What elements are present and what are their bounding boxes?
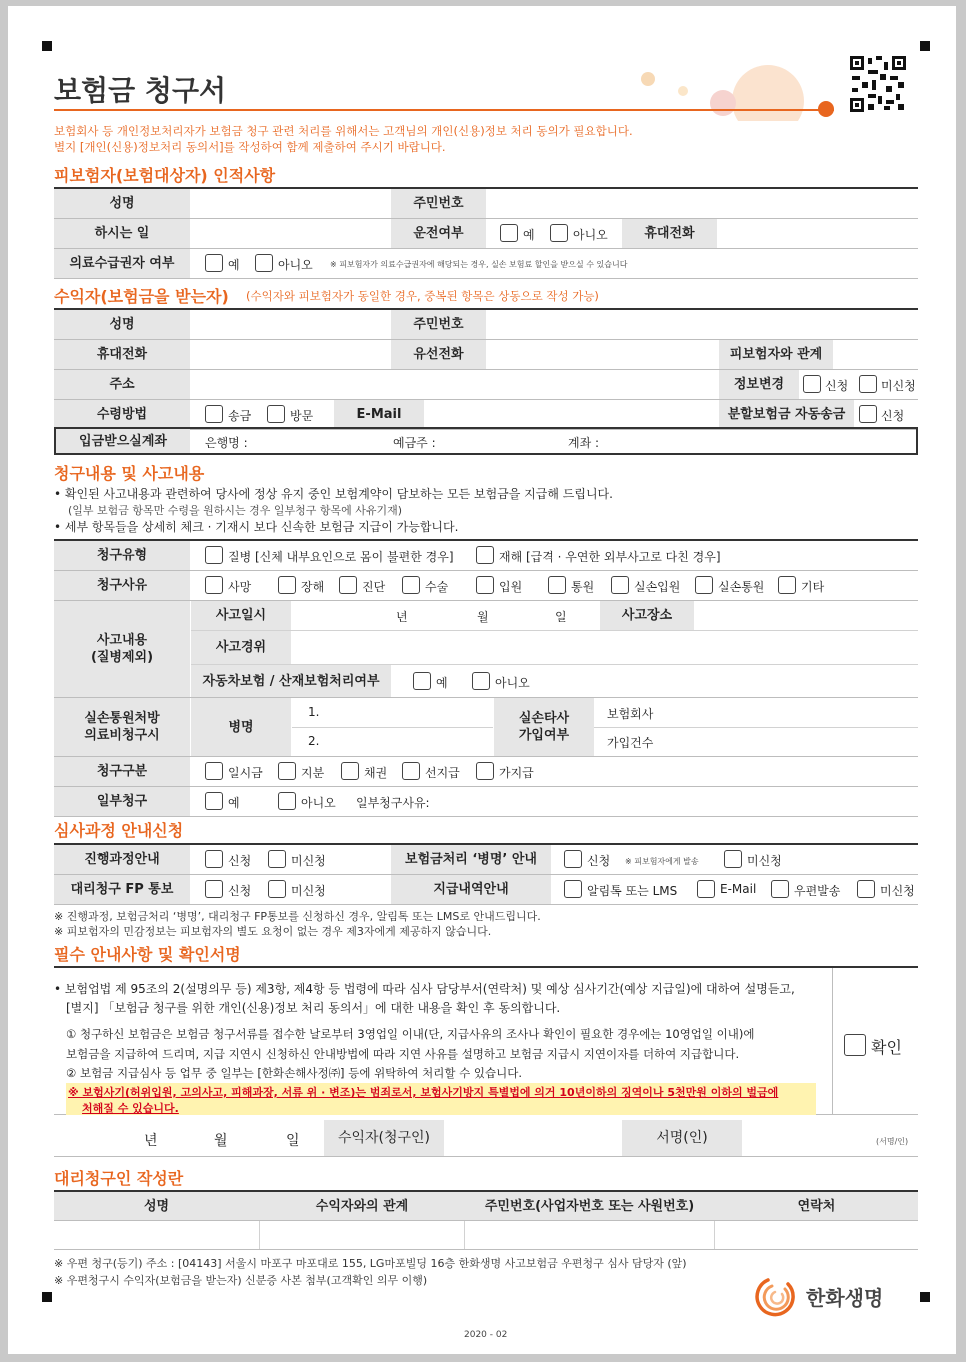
fraud-warning-2: 처해질 수 있습니다. [82, 1102, 179, 1115]
confirm-line-2: [별지] 「보험금 청구를 위한 개인(신용)정보 처리 동의서」에 대한 내용을 확인 후 동의합니다. [66, 1001, 561, 1015]
email-label: E-Mail [356, 407, 402, 422]
driving-label: 운전여부 [413, 226, 464, 241]
post-checkbox[interactable] [771, 880, 789, 898]
insured-name-label: 성명 [109, 196, 135, 211]
confirm-checkbox[interactable] [844, 1034, 866, 1056]
accident-course-label: 사고경위 [215, 640, 267, 655]
review-row-1 [54, 845, 918, 875]
claim-reason-label: 청구사유 [96, 578, 148, 593]
reason-actual-inpatient-label: 실손입원 [634, 580, 681, 594]
division-provisional-checkbox[interactable] [476, 762, 494, 780]
division-bond-label: 채권 [364, 766, 388, 780]
agent-relation-cell[interactable] [260, 1221, 464, 1249]
info-change-label: 정보변경 [733, 377, 785, 392]
progress-notice-label: 진행과정안내 [84, 852, 160, 867]
agent-id-cell[interactable] [465, 1221, 714, 1249]
footer-address: ※ 우편 청구(등기) 주소 : [04143] 서울시 마포구 마포대로 155, LG마포빌딩 16층 한화생명 사고보험금 우편청구 심사 담당자 (앞) [54, 1257, 687, 1270]
medicaid-yes-label: 예 [228, 258, 240, 272]
partial-reason-label: 일부청구사유: [356, 796, 430, 810]
driving-no-label: 아니오 [573, 228, 608, 242]
reason-diagnosis-label: 진단 [362, 580, 386, 594]
reason-hospitalization-label: 입원 [499, 580, 523, 594]
visit-label: 방문 [290, 409, 314, 423]
beneficiary-phone-field[interactable] [487, 340, 718, 369]
section-review-heading: 심사과정 안내신청 [54, 821, 184, 840]
medicaid-no-label: 아니오 [278, 258, 313, 272]
beneficiary-mobile-label: 휴대전화 [96, 347, 148, 362]
payment-notapply-checkbox[interactable] [857, 880, 875, 898]
registration-mark [920, 1292, 930, 1302]
insured-job-field[interactable] [191, 219, 390, 248]
beneficiary-claimant-label: 수익자(청구인) [337, 1129, 431, 1146]
auto-yes-checkbox[interactable] [413, 672, 431, 690]
progress-apply-checkbox[interactable] [205, 850, 223, 868]
payment-notapply-label: 미신청 [880, 884, 915, 898]
relation-field[interactable] [834, 340, 918, 369]
agent-name-cell[interactable] [54, 1221, 259, 1249]
to-insured-note: ※ 피보험자에게 발송 [625, 857, 699, 866]
info-change-apply-checkbox[interactable] [803, 375, 821, 393]
agent-table-header [54, 1192, 918, 1221]
disease-line-1: 1. [308, 705, 320, 719]
medicaid-note: ※ 피보험자가 의료수급권자에 해당되는 경우, 실손 보험료 할인을 받으실 수 있습니다 [330, 260, 628, 269]
signature-small-note: (서명/인) [876, 1137, 909, 1146]
remit-label: 송금 [228, 409, 252, 423]
payment-email-checkbox[interactable] [697, 880, 715, 898]
diagnosis-notice-label: 보험금처리 ‘병명’ 안내 [405, 852, 537, 867]
review-row-2 [54, 875, 918, 905]
accident-day-unit: 일 [555, 610, 567, 624]
accident-checkbox[interactable] [476, 546, 494, 564]
insured-mobile-label: 휴대전화 [644, 226, 695, 241]
insurer-label: 보험회사 [607, 707, 654, 721]
reason-diagnosis-checkbox[interactable] [339, 576, 357, 594]
section-beneficiary-heading: 수익자(보험금을 받는자) [54, 287, 229, 306]
info-change-notapply-label: 미신청 [881, 379, 916, 393]
disease-name-label: 병명 [228, 719, 254, 735]
reason-actual-outpatient-label: 실손통원 [718, 580, 765, 594]
sign-year-unit: 년 [144, 1133, 158, 1149]
confirm-line-3: ① 청구하신 보험금은 보험금 청구서류를 접수한 날로부터 3영업일 이내(단, 지급사유의 조사나 확인이 필요한 경우에는 10영업일 이내)에 [66, 1027, 755, 1041]
accident-place-label: 사고장소 [621, 608, 673, 623]
accident-place-field[interactable] [695, 601, 918, 630]
disease-checkbox[interactable] [205, 546, 223, 564]
claim-division-row [54, 757, 918, 787]
division-lump-checkbox[interactable] [205, 762, 223, 780]
info-change-apply-label: 신청 [825, 379, 849, 393]
insured-mobile-field[interactable] [718, 219, 918, 248]
reason-disability-label: 장해 [301, 580, 325, 594]
auto-no-label: 아니오 [495, 676, 530, 690]
accident-course-field[interactable] [292, 631, 918, 664]
confirm-line-4: 보험금을 지급하여 드리며, 지급 지연시 신청하신 안내방법에 따라 지연 사유를 설명하고 보험금 지급시 지연이자를 더하여 지급합니다. [66, 1047, 740, 1061]
claim-bullet-sub: (일부 보험금 항목만 수령을 원하시는 경우 일부청구 항목에 사유기재) [68, 504, 403, 517]
insured-row-1 [54, 189, 918, 219]
page-title: 보험금 청구서 [54, 74, 227, 107]
accident-label: 재해 [급격 · 우연한 외부사고로 다친 경우] [499, 550, 721, 564]
partial-no-label: 아니오 [301, 796, 336, 810]
beneficiary-row-3 [54, 370, 918, 400]
disease-line-2: 2. [308, 734, 320, 748]
title-rule [54, 109, 834, 111]
progress-notapply-label: 미신청 [291, 854, 326, 868]
auto-no-checkbox[interactable] [472, 672, 490, 690]
visit-checkbox[interactable] [267, 405, 285, 423]
form-version: 2020 - 02 [464, 1330, 508, 1340]
registration-mark [42, 41, 52, 51]
progress-notapply-checkbox[interactable] [268, 850, 286, 868]
hanwha-logo-icon [746, 1274, 806, 1318]
partial-yes-label: 예 [228, 796, 240, 810]
division-share-checkbox[interactable] [278, 762, 296, 780]
auto-insurance-label: 자동차보험 / 산재보험처리여부 [202, 673, 380, 689]
insured-row-2 [54, 219, 918, 249]
sign-month-unit: 월 [214, 1133, 228, 1149]
signature-label: 서명(인) [656, 1129, 708, 1146]
fp-apply-checkbox[interactable] [205, 880, 223, 898]
policy-count-label: 가입건수 [607, 736, 654, 750]
fp-notapply-checkbox[interactable] [268, 880, 286, 898]
split-remit-label: 분할보험금 자동송금 [727, 407, 846, 422]
division-lump-label: 일시금 [228, 766, 263, 780]
claim-division-label: 청구구분 [96, 764, 148, 779]
reason-other-checkbox[interactable] [778, 576, 796, 594]
beneficiary-name-label: 성명 [109, 317, 135, 332]
accident-detail-label: 사고내용 (질병제외) [90, 633, 154, 665]
diagnosis-notapply-label: 미신청 [747, 854, 782, 868]
reason-surgery-label: 수술 [425, 580, 449, 594]
split-remit-apply-label: 신청 [881, 409, 905, 423]
driving-no-checkbox[interactable] [550, 224, 568, 242]
beneficiary-name-field[interactable] [191, 310, 390, 339]
claim-bullet-2: • 세부 항목들을 상세히 체크 · 기재시 보다 신속한 보험금 지급이 가능합니다. [54, 520, 459, 534]
registration-mark [920, 41, 930, 51]
insured-rrn-label: 주민번호 [413, 196, 464, 211]
sign-day-unit: 일 [286, 1133, 300, 1149]
beneficiary-rrn-label: 주민번호 [413, 317, 464, 332]
claim-bullet-1: • 확인된 사고내용과 관련하여 당사에 정상 유지 중인 보험계약이 담보하는 모든 보험금을 지급해 드립니다. [54, 487, 613, 501]
payment-notice-label: 지급내역안내 [433, 882, 509, 897]
division-advance-label: 선지급 [425, 766, 460, 780]
confirm-line-1: • 보험업법 제 95조의 2(설명의무 등) 제3항, 제4항 등 법령에 따라 심사 담당부서(연락처) 및 예상 심사기간(예상 지급일)에 대하여 설명듣고, [54, 982, 795, 996]
section-insured-heading: 피보험자(보험대상자) 인적사항 [54, 166, 276, 185]
fp-notapply-label: 미신청 [291, 884, 326, 898]
beneficiary-phone-label: 유선전화 [413, 347, 464, 362]
post-label: 우편발송 [794, 884, 841, 898]
medical-block [54, 698, 918, 757]
beneficiary-row-1 [54, 310, 918, 340]
fp-notice-label: 대리청구 FP 통보 [70, 882, 174, 897]
reason-hospitalization-checkbox[interactable] [476, 576, 494, 594]
reason-other-label: 기타 [801, 580, 825, 594]
insured-row-3 [54, 249, 918, 279]
qr-code-icon [850, 56, 906, 112]
bank-name-label: 은행명 : [205, 436, 248, 450]
remit-checkbox[interactable] [205, 405, 223, 423]
account-number-label: 계좌 : [568, 436, 600, 450]
section-agent-heading: 대리청구인 작성란 [54, 1169, 184, 1188]
info-change-notapply-checkbox[interactable] [859, 375, 877, 393]
claimant-name-field[interactable] [445, 1120, 621, 1156]
fraud-warning-1: ※ 보험사기(허위입원, 고의사고, 피해과장, 서류 위 · 변조)는 범죄로서, 보험사기방지 특별법에 의거 10년이하의 징역이나 5천만원 이하의 벌금에 [68, 1086, 779, 1099]
disease-label: 질병 [신체 내부요인으로 몸이 불편한 경우] [228, 550, 454, 564]
section-confirm-heading: 필수 안내사항 및 확인서명 [54, 945, 241, 964]
sms-checkbox[interactable] [564, 880, 582, 898]
registration-mark [42, 1292, 52, 1302]
agent-table-row [54, 1221, 918, 1250]
beneficiary-mobile-field[interactable] [191, 340, 390, 369]
reason-outpatient-checkbox[interactable] [548, 576, 566, 594]
accident-date-label: 사고일시 [215, 608, 267, 623]
division-bond-checkbox[interactable] [341, 762, 359, 780]
progress-apply-label: 신청 [228, 854, 252, 868]
split-remit-checkbox[interactable] [859, 405, 877, 423]
medical-label: 실손통원처방 의료비청구시 [84, 711, 160, 743]
division-advance-checkbox[interactable] [402, 762, 420, 780]
insured-name-field[interactable] [191, 189, 390, 218]
sms-label: 알림톡 또는 LMS [587, 884, 678, 898]
confirm-block [54, 968, 918, 1115]
insured-job-label: 하시는 일 [94, 226, 150, 241]
review-note-2: ※ 피보험자의 민감정보는 피보험자의 별도 요청이 없는 경우 제3자에게 제공하지 않습니다. [54, 925, 492, 938]
reason-disability-checkbox[interactable] [278, 576, 296, 594]
other-insurance-label: 실손타사 가입여부 [518, 711, 570, 743]
driving-yes-label: 예 [523, 228, 535, 242]
beneficiary-subheading: (수익자와 피보험자가 동일한 경우, 중복된 항목은 상동으로 작성 가능) [246, 289, 599, 303]
confirm-label: 확인 [871, 1038, 902, 1057]
agent-contact-cell[interactable] [715, 1221, 918, 1249]
claim-type-row [54, 541, 918, 571]
relation-label: 피보험자와 관계 [729, 347, 823, 362]
footer-id-note: ※ 우편청구시 수익자(보험금을 받는자) 신분증 사본 첨부(고객확인 의무 이행) [54, 1274, 428, 1287]
partial-no-checkbox[interactable] [278, 792, 296, 810]
accident-month-unit: 월 [477, 610, 489, 624]
auto-yes-label: 예 [436, 676, 448, 690]
accident-detail-block [54, 601, 918, 698]
agent-col-name: 성명 [143, 1198, 170, 1214]
partial-claim-row [54, 787, 918, 817]
receive-method-label: 수령방법 [96, 407, 148, 422]
medicaid-yes-checkbox[interactable] [205, 254, 223, 272]
address-field[interactable] [191, 370, 718, 399]
medicaid-label: 의료수급권자 여부 [69, 256, 175, 271]
intro-line-1: 보험회사 등 개인정보처리자가 보험금 청구 관련 처리를 위해서는 고객님의 개인(신용)정보 처리 동의가 필요합니다. [54, 124, 633, 138]
holder-label: 예금주 : [393, 436, 436, 450]
medicaid-no-checkbox[interactable] [255, 254, 273, 272]
beneficiary-rrn-field[interactable] [487, 310, 918, 339]
reason-death-label: 사망 [228, 580, 252, 594]
claim-type-label: 청구유형 [96, 548, 148, 563]
agent-col-relation: 수익자와의 관계 [315, 1198, 409, 1214]
agent-col-id: 주민번호(사업자번호 또는 사원번호) [484, 1198, 695, 1214]
address-label: 주소 [109, 377, 135, 392]
agent-col-contact: 연락처 [797, 1198, 836, 1214]
driving-yes-checkbox[interactable] [500, 224, 518, 242]
signature-row [54, 1120, 918, 1157]
section-claim-heading: 청구내용 및 사고내용 [54, 464, 205, 483]
intro-line-2: 별지 [개인(신용)정보처리 동의서]를 작성하여 함께 제출하여 주시기 바랍니다. [54, 140, 446, 154]
email-field[interactable] [425, 400, 718, 429]
fp-apply-label: 신청 [228, 884, 252, 898]
payment-email-label: E-Mail [720, 882, 757, 896]
diagnosis-apply-checkbox[interactable] [564, 850, 582, 868]
account-row [54, 427, 918, 455]
division-provisional-label: 가지급 [499, 766, 534, 780]
reason-outpatient-label: 통원 [571, 580, 595, 594]
claim-form-page [8, 6, 956, 1354]
beneficiary-row-2 [54, 340, 918, 370]
division-share-label: 지분 [301, 766, 325, 780]
decorative-circles [608, 61, 858, 121]
accident-year-unit: 년 [396, 610, 408, 624]
diagnosis-apply-label: 신청 [587, 854, 611, 868]
partial-yes-checkbox[interactable] [205, 792, 223, 810]
brand-name: 한화생명 [806, 1286, 884, 1310]
reason-actual-inpatient-checkbox[interactable] [611, 576, 629, 594]
beneficiary-row-4 [54, 400, 918, 430]
claim-reason-row [54, 571, 918, 601]
reason-death-checkbox[interactable] [205, 576, 223, 594]
review-note-1: ※ 진행과정, 보험금처리 ‘병명’, 대리청구 FP통보를 신청하신 경우, 알림톡 또는 LMS로 안내드립니다. [54, 910, 541, 923]
partial-claim-label: 일부청구 [96, 794, 148, 809]
reason-surgery-checkbox[interactable] [402, 576, 420, 594]
account-label: 입금받으실계좌 [79, 433, 167, 449]
confirm-line-5: ② 보험금 지급심사 등 업무 중 일부는 [한화손해사정㈜] 등에 위탁하여 처리할 수 있습니다. [66, 1066, 523, 1080]
insured-rrn-field[interactable] [487, 189, 918, 218]
reason-actual-outpatient-checkbox[interactable] [695, 576, 713, 594]
diagnosis-notapply-checkbox[interactable] [724, 850, 742, 868]
